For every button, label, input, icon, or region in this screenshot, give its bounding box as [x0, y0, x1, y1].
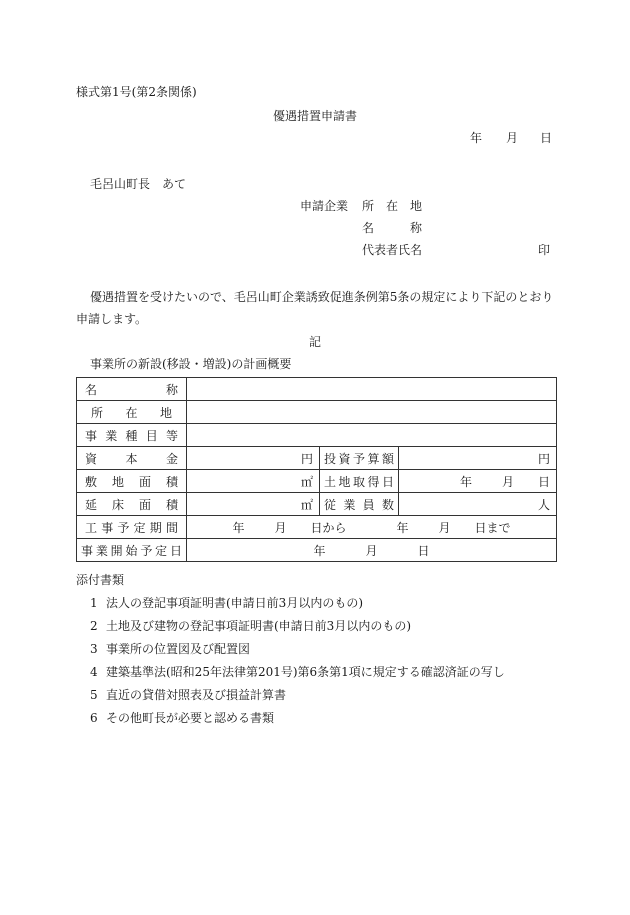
sd-month: 月 — [365, 543, 378, 558]
input-capital[interactable] — [187, 447, 320, 470]
attachment-item: 土地及び建物の登記事項証明書(申請日前3月以内のもの) — [106, 619, 412, 633]
employees-unit: 人 — [538, 497, 551, 512]
cp-year2: 年 — [396, 520, 409, 535]
attachment-item: その他町長が必要と認める書類 — [106, 711, 275, 725]
attachment-item: 事業所の位置図及び配置図 — [106, 642, 251, 656]
sd-year: 年 — [313, 543, 326, 558]
label-start-date: 事業開始予定日 — [77, 539, 187, 562]
input-land-date[interactable] — [399, 470, 557, 493]
table-row — [77, 447, 557, 470]
attachment-num: 5 — [90, 688, 98, 702]
addressee: 毛呂山町長 あて — [90, 177, 187, 191]
land-date-year: 年 — [459, 474, 472, 489]
label-capital: 資本金 — [77, 447, 187, 470]
cp-month1: 月 — [274, 520, 287, 535]
floor-area-unit: ㎡ — [300, 497, 313, 512]
cp-year1: 年 — [232, 520, 245, 535]
sd-day: 日 — [417, 543, 430, 558]
table-row — [77, 424, 557, 447]
input-construction-period[interactable] — [187, 516, 557, 539]
input-floor-area[interactable] — [187, 493, 320, 516]
table-row — [77, 378, 557, 401]
attachment-item: 直近の貸借対照表及び損益計算書 — [106, 688, 287, 702]
table-row — [77, 539, 557, 562]
date-month: 月 — [506, 131, 519, 145]
section-heading: 事業所の新設(移設・増設)の計画概要 — [90, 357, 292, 371]
attachment-num: 1 — [90, 596, 98, 610]
attachment-item: 法人の登記事項証明書(申請日前3月以内のもの) — [106, 596, 363, 610]
land-date-month: 月 — [501, 474, 514, 489]
cp-month2: 月 — [438, 520, 451, 535]
date-day: 日 — [540, 131, 553, 145]
cp-from: 日から — [310, 520, 347, 535]
table-row — [77, 493, 557, 516]
investment-unit: 円 — [538, 451, 551, 466]
table-row — [77, 470, 557, 493]
seal-mark: 印 — [538, 243, 551, 257]
label-business-type: 事業種目等 — [77, 424, 187, 447]
input-site-area[interactable] — [187, 470, 320, 493]
label-site-area: 敷地面積 — [77, 470, 187, 493]
input-employees[interactable] — [399, 493, 557, 516]
label-name: 名称 — [77, 378, 187, 401]
applicant-address-label: 所 在 地 — [362, 199, 423, 213]
body-text-line1: 優遇措置を受けたいので、毛呂山町企業誘致促進条例第5条の規定により下記のとおり — [90, 290, 554, 304]
input-business-type[interactable] — [187, 424, 557, 447]
capital-unit: 円 — [300, 451, 313, 466]
input-investment[interactable] — [399, 447, 557, 470]
label-employees: 従業員数 — [320, 493, 399, 516]
attachments-heading: 添付書類 — [76, 573, 125, 587]
date-year: 年 — [470, 131, 483, 145]
label-construction-period: 工事予定期間 — [77, 516, 187, 539]
table-row — [77, 401, 557, 424]
land-date-day: 日 — [538, 474, 551, 489]
attachment-item: 建築基準法(昭和25年法律第201号)第6条第1項に規定する確認済証の写し — [106, 665, 505, 679]
site-area-unit: ㎡ — [300, 474, 313, 489]
attachment-num: 3 — [90, 642, 98, 656]
plan-overview-table — [76, 377, 557, 562]
label-floor-area: 延床面積 — [77, 493, 187, 516]
input-name[interactable] — [187, 378, 557, 401]
input-location[interactable] — [187, 401, 557, 424]
attachment-num: 6 — [90, 711, 98, 725]
ki-label: 記 — [308, 335, 321, 349]
table-row — [77, 516, 557, 539]
form-number: 様式第1号(第2条関係) — [76, 85, 197, 99]
applicant-rep-label: 代表者氏名 — [362, 243, 423, 257]
page-title: 優遇措置申請書 — [272, 109, 357, 123]
cp-to: 日まで — [474, 520, 511, 535]
label-land-date: 土地取得日 — [320, 470, 399, 493]
label-location: 所在地 — [77, 401, 187, 424]
body-text-line2: 申請します。 — [76, 312, 148, 326]
attachment-num: 2 — [90, 619, 98, 633]
label-investment: 投資予算額 — [320, 447, 399, 470]
applicant-group-label: 申請企業 — [300, 199, 349, 213]
input-start-date[interactable] — [187, 539, 557, 562]
applicant-name-label: 名 称 — [362, 221, 423, 235]
attachment-num: 4 — [90, 665, 98, 679]
